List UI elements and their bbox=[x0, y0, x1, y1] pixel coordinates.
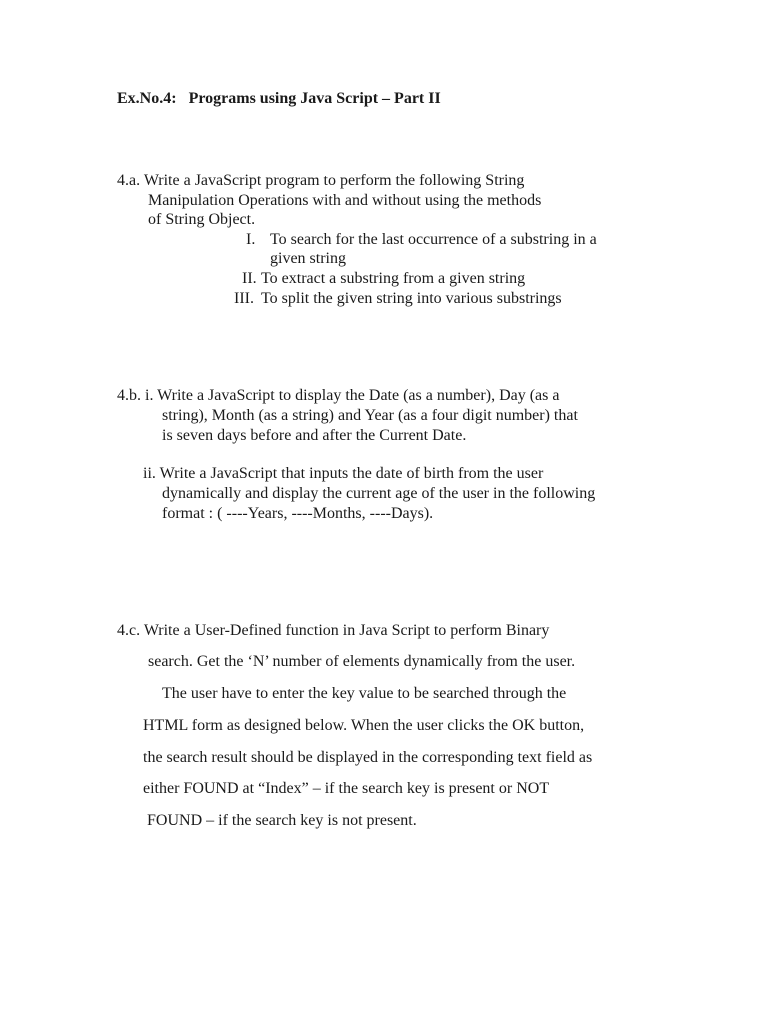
q4c-line-6: either FOUND at “Index” – if the search key is present or NOT bbox=[143, 780, 550, 797]
q4c-line-1: 4.c. Write a User-Defined function in Java Script to perform Binary bbox=[117, 622, 550, 639]
q4c-line-3: The user have to enter the key value to be searched through the bbox=[162, 685, 567, 702]
q4a-item-1-line-1: To search for the last occurrence of a substring in a bbox=[270, 231, 597, 248]
q4a-item-1-line-2: given string bbox=[270, 250, 346, 267]
exercise-title bbox=[117, 89, 441, 109]
exercise-number: Ex.No.4: bbox=[117, 90, 177, 107]
exercise-title-text: Programs using Java Script – Part II bbox=[188, 90, 441, 107]
q4c-line-2: search. Get the ‘N’ number of elements dynamically from the user. bbox=[148, 653, 576, 670]
q4a-line-3: of String Object. bbox=[148, 211, 256, 228]
q4b-ii-line-1: ii. Write a JavaScript that inputs the date of birth from the user bbox=[143, 465, 544, 482]
q4a-item-3-line-1: To split the given string into various substrings bbox=[261, 290, 562, 307]
q4c-line-5: the search result should be displayed in the corresponding text field as bbox=[143, 749, 593, 766]
q4b-ii-line-3: format : ( ----Years, ----Months, ----Days). bbox=[162, 505, 434, 522]
q4a-item-2-marker: II. bbox=[242, 270, 257, 287]
q4a-item-2-line-1: To extract a substring from a given string bbox=[261, 270, 526, 287]
q4b-i-line-3: is seven days before and after the Current Date. bbox=[162, 427, 467, 444]
q4a-item-1-marker: I. bbox=[246, 231, 256, 248]
q4b-i-line-1: 4.b. i. Write a JavaScript to display the Date (as a number), Day (as a bbox=[117, 387, 560, 404]
q4a-line-2: Manipulation Operations with and without using the methods bbox=[148, 192, 542, 209]
q4a-item-3-marker: III. bbox=[234, 290, 254, 307]
q4a-line-1: 4.a. Write a JavaScript program to perform the following String bbox=[117, 172, 525, 189]
q4b-ii-line-2: dynamically and display the current age of the user in the following bbox=[162, 485, 596, 502]
q4b-i-line-2: string), Month (as a string) and Year (as a four digit number) that bbox=[162, 407, 578, 424]
q4c-line-4: HTML form as designed below. When the user clicks the OK button, bbox=[143, 717, 585, 734]
q4c-line-7: FOUND – if the search key is not present. bbox=[147, 812, 417, 829]
